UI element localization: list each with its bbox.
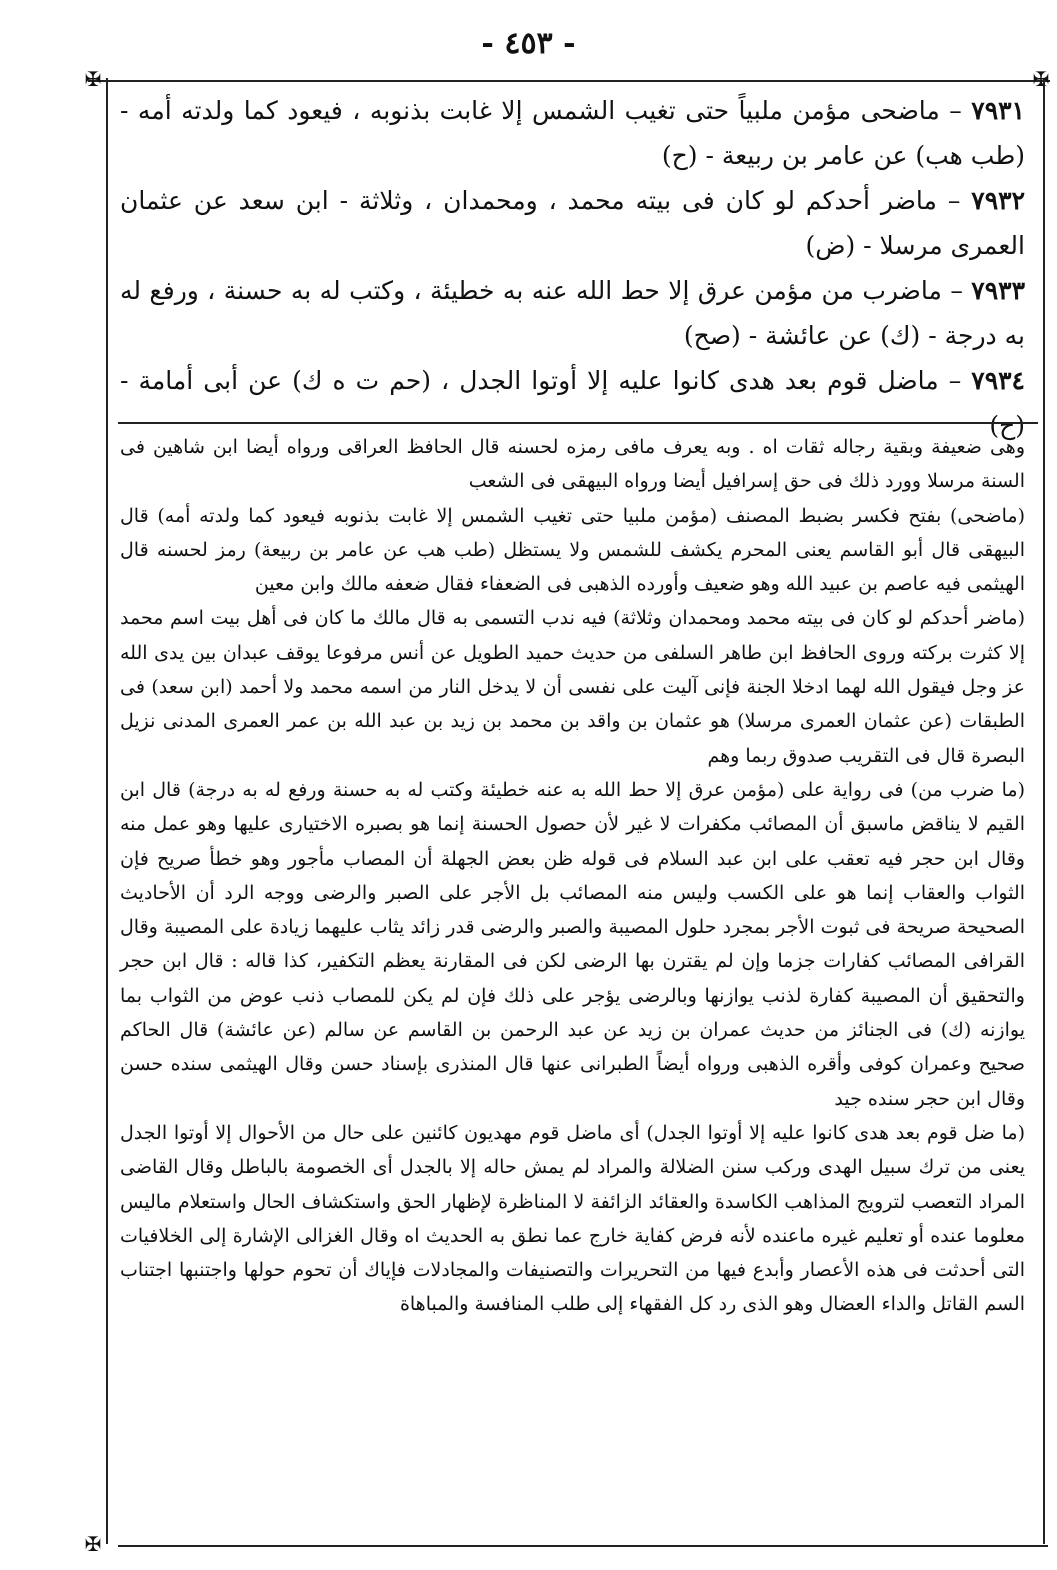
commentary-paragraph: وهى ضعيفة وبقية رجاله ثقات اه . وبه يعرف مافى رمزه لحسنه قال الحافظ العراقى ورواه أيضا ابن شاهين فى السنة مرسلا وورد ذلك فى حق إسرافيل أيضا ورواه البيهقى فى الشعب bbox=[120, 436, 1025, 493]
hadith-entry: ٧٩٣١ – ماضحى مؤمن ملبياً حتى تغيب الشمس إلا غابت بذنوبه ، فيعود كما ولدته أمه - (طب هب) عن عامر بن ربيعة - (ح) bbox=[120, 96, 1025, 170]
corner-ornament-icon: ✠ bbox=[1032, 67, 1050, 91]
hadith-text: ماضرب من مؤمن عرق إلا حط الله عنه به خطيئة ، وكتب له به حسنة ، ورفع له به درجة - (ك) عن عائشة - (صح) bbox=[120, 276, 1025, 350]
hadith-entry: ٧٩٣٢ – ماضر أحدكم لو كان فى بيته محمد ، ومحمدان ، وثلاثة - ابن سعد عن عثمان العمرى مرسلا - (ض) bbox=[120, 186, 1025, 260]
top-rule bbox=[88, 80, 1050, 82]
bottom-rule bbox=[118, 1545, 1048, 1547]
commentary-section bbox=[120, 430, 1025, 1322]
hadith-number: ٧٩٣٢ bbox=[971, 186, 1025, 215]
hadith-text: ماضحى مؤمن ملبياً حتى تغيب الشمس إلا غابت بذنوبه ، فيعود كما ولدته أمه - (طب هب) عن عامر بن ربيعة - (ح) bbox=[120, 96, 1025, 170]
hadith-section bbox=[120, 88, 1025, 448]
hadith-number: ٧٩٣٣ bbox=[971, 276, 1025, 305]
hadith-number: ٧٩٣١ bbox=[971, 96, 1025, 125]
hadith-entry: ٧٩٣٣ – ماضرب من مؤمن عرق إلا حط الله عنه به خطيئة ، وكتب له به حسنة ، ورفع له به درجة - (ك) عن عائشة - (صح) bbox=[120, 276, 1025, 350]
commentary-paragraph: (ماضر أحدكم لو كان فى بيته محمد ومحمدان وثلاثة) فيه ندب التسمى به قال مالك ما كان فى أهل بيت اسم محمد إلا كثرت بركته وروى الحافظ ابن طاهر السلفى من حديث حميد الطويل عن أنس مرفوعا يوقف عبدان بين يدى الله عز وجل فيقول الله لهما ادخلا الجنة فإنى آليت على نفسى أن لا يدخل النار من اسمه محمد ولا أحمد (ابن سعد) فى الطبقات (عن عثمان العمرى مرسلا) هو عثمان بن واقد بن محمد بن زيد بن عبد الله بن عمر العمرى المدنى نزيل البصرة قال فى التقريب صدوق ربما وهم bbox=[120, 607, 1025, 767]
corner-ornament-icon: ✠ bbox=[84, 67, 102, 91]
corner-ornament-icon: ✠ bbox=[84, 1532, 102, 1556]
section-divider bbox=[118, 422, 1038, 424]
hadith-number: ٧٩٣٤ bbox=[971, 366, 1025, 395]
commentary-paragraph: (ما ضرب من) فى رواية على (مؤمن عرق إلا حط الله به عنه خطيئة وكتب له به حسنة ورفع له به درجة) قال ابن القيم لا يناقض ماسبق أن المصائب مكفرات لا غير لأن حصول الحسنة إنما هو بصبره الاختيارى عليها وهو عمل منه وقال ابن حجر فيه تعقب على ابن عبد السلام فى قوله ظن بعض الجهلة أن المصاب مأجور وهو خطأ صريح فإن الثواب والعقاب إنما هو على الكسب وليس منه المصائب بل الأجر على الصبر والرضى ووجه الرد أن الأحاديث الصحيحة صريحة فى ثبوت الأجر بمجرد حلول المصيبة والصبر والرضى قدر زائد يثاب عليهما زيادة على المصيبة وقال القرافى المصائب كفارات جزما وإن لم يقترن بها الرضى لكن فى المقارنة يعظم التكفير، كذا قاله : قال ابن حجر والتحقيق أن المصيبة كفارة لذنب يوازنها وبالرضى يؤجر على ذلك فإن لم يكن للمصاب ذنب عوض من الثواب بما يوازنه (ك) فى الجنائز من حديث عمران بن زيد عن عبد الرحمن بن القاسم عن سالم (عن عائشة) قال الحاكم صحيح وعمران كوفى وأقره الذهبى ورواه أيضاً الطبرانى عنها قال المنذرى بإسناد حسن وقال الهيثمى سنده حسن وقال ابن حجر سنده جيد bbox=[120, 778, 1025, 1110]
page-number: - ٤٥٣ - bbox=[481, 26, 576, 61]
commentary-paragraph: (ما ضل قوم بعد هدى كانوا عليه إلا أوتوا الجدل) أى ماضل قوم مهديون كائنين على حال من الأحوال إلا أوتوا الجدل يعنى من ترك سبيل الهدى وركب سنن الضلالة والمراد لم يمش حاله إلا بالجدل أى الخصومة بالباطل وقال القاضى المراد التعصب لترويج المذاهب الكاسدة والعقائد الزائفة لا المناظرة لإظهار الحق واستكشاف الحال واستعلام ماليس معلوما عنده أو تعليم غيره ماعنده لأنه فرض كفاية خارج عما نطق به الحديث اه وقال الغزالى الإشارة إلى الخلافيات التى أحدثت فى هذه الأعصار وأبدع فيها من التحريرات والتصنيفات والمجادلات فإياك أن تحوم حولها واجتنبها اجتناب السم القاتل والداء العضال وهو الذى رد كل الفقهاء إلى طلب المنافسة والمباهاة bbox=[120, 1121, 1025, 1316]
hadith-text: ماضل قوم بعد هدى كانوا عليه إلا أوتوا الجدل ، (حم ت ه ك) عن أبى أمامة - (ح) bbox=[120, 366, 1025, 440]
commentary-paragraph: (ماضحى) بفتح فكسر بضبط المصنف (مؤمن ملبيا حتى تغيب الشمس إلا غابت بذنوبه فيعود كما ولدته أمه) قال البيهقى قال أبو القاسم يعنى المحرم يكشف للشمس ولا يستظل (طب هب عن عامر بن ربيعة) رمز لحسنه قال الهيثمى فيه عاصم بن عبيد الله وهو ضعيف وأورده الذهبى فى الضعفاء فقال ضعفه مالك وابن معين bbox=[120, 504, 1025, 596]
hadith-entry: ٧٩٣٤ – ماضل قوم بعد هدى كانوا عليه إلا أوتوا الجدل ، (حم ت ه ك) عن أبى أمامة - (ح) bbox=[120, 366, 1025, 440]
hadith-text: ماضر أحدكم لو كان فى بيته محمد ، ومحمدان ، وثلاثة - ابن سعد عن عثمان العمرى مرسلا - (ض) bbox=[120, 186, 1025, 260]
